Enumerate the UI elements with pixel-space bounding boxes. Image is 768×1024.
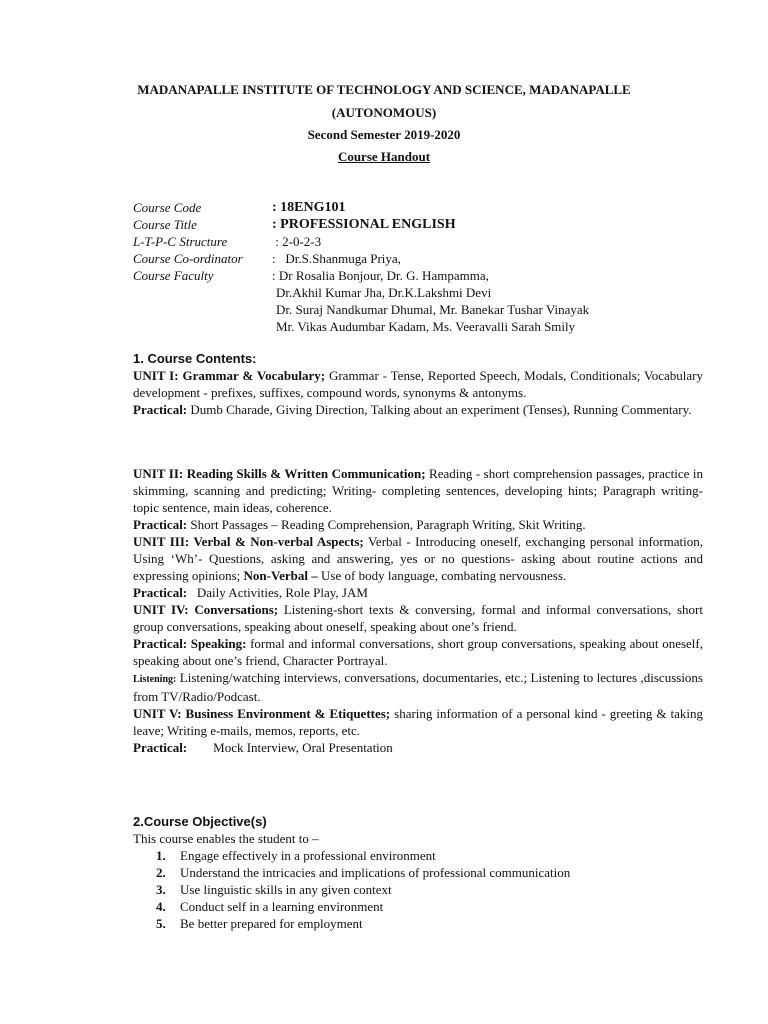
item-text: Be better prepared for employment: [180, 916, 363, 931]
item-text: Conduct self in a learning environment: [180, 899, 384, 914]
unit-5-label: UNIT V: Business Environment & Etiquettes;: [133, 706, 391, 721]
speaking-text: formal and informal conversations, short group conversations, speaking about oneself, speaking about one’s friend, Character Portrayal.: [133, 636, 704, 668]
listening-label: Listening:: [133, 674, 177, 685]
unit-1-text: Grammar - Tense, Reported Speech, Modals, Conditionals; Vocabulary development - prefixes, suffixes, compound words, synonyms & antonyms.: [133, 368, 703, 400]
item-number: 4.: [156, 899, 166, 914]
practical-label: Practical:: [133, 585, 188, 600]
institute-title: MADANAPALLE INSTITUTE OF TECHNOLOGY AND SCIENCE, MADANAPALLE: [137, 82, 631, 97]
item-text: Use linguistic skills in any given context: [180, 882, 392, 897]
unit-2-label: UNIT II: Reading Skills & Written Communication;: [133, 466, 426, 481]
item-number: 1.: [156, 848, 166, 863]
faculty-line: Mr. Vikas Audumbar Kadam, Ms. Veeravalli Sarah Smily: [276, 319, 576, 334]
course-code-value: : 18ENG101: [272, 200, 346, 215]
practical-label: Practical:: [133, 740, 188, 755]
item-text: Understand the intricacies and implications of professional communication: [180, 865, 571, 880]
objectives-heading: 2.Course Objective(s): [133, 814, 267, 829]
unit-5-text: sharing information of a personal kind - greeting & taking leave; Writing e-mails, memos, reports, etc.: [133, 706, 703, 738]
item-number: 3.: [156, 882, 166, 897]
course-code-label: Course Code: [133, 200, 202, 215]
course-contents-continued: [133, 465, 703, 756]
listening-text: Listening/watching interviews, conversations, documentaries, etc.; Listening to lectures ,discussions from TV/Radio/Podcast.: [133, 670, 703, 704]
unit-3-label: UNIT III: Verbal & Non-verbal Aspects;: [133, 534, 364, 549]
unit-3-text: Verbal - Introducing oneself, exchanging personal information, Using ‘Wh’- Questions, asking and answering, yes or no questions- asking about routine actions and expressing opinions;: [133, 534, 703, 583]
faculty-line: : Dr Rosalia Bonjour, Dr. G. Hampamma,: [272, 268, 489, 283]
unit-5-practical: [133, 739, 703, 756]
contents-heading: 1. Course Contents:: [133, 351, 257, 366]
objectives-intro: This course enables the student to –: [133, 831, 319, 846]
unit-3-practical: [133, 584, 703, 601]
practical-label: Practical:: [133, 517, 188, 532]
practical-label: Practical:: [133, 402, 188, 417]
faculty-line: Dr. Suraj Nandkumar Dhumal, Mr. Banekar Tushar Vinayak: [276, 302, 590, 317]
ltpc-value: : 2-0-2-3: [272, 234, 322, 249]
nonverbal-text: Use of body language, combating nervousness.: [317, 568, 567, 583]
unit-2: [133, 465, 703, 516]
unit-1-label: UNIT I: Grammar & Vocabulary;: [133, 368, 326, 383]
unit-3: [133, 533, 703, 584]
unit-5: [133, 705, 703, 739]
item-number: 2.: [156, 865, 166, 880]
unit-4-label: UNIT IV: Conversations;: [133, 602, 279, 617]
ltpc-label: L-T-P-C Structure: [133, 234, 228, 249]
item-text: Engage effectively in a professional environment: [180, 848, 436, 863]
unit-4-listening: [133, 669, 703, 705]
course-objectives: [133, 813, 703, 847]
unit-1-practical: [133, 401, 703, 418]
unit-1: [133, 367, 703, 401]
course-title-value: : PROFESSIONAL ENGLISH: [272, 217, 456, 232]
item-number: 5.: [156, 916, 166, 931]
practical-text: Short Passages – Reading Comprehension, Paragraph Writing, Skit Writing.: [187, 517, 586, 532]
unit-4-practical: [133, 635, 703, 669]
nonverbal-label: Non-Verbal –: [243, 568, 318, 583]
handout-title: Course Handout: [337, 149, 431, 164]
coordinator-value: : Dr.S.Shanmuga Priya,: [272, 251, 401, 266]
faculty-label: Course Faculty: [133, 268, 214, 283]
practical-text: Mock Interview, Oral Presentation: [187, 740, 393, 755]
semester-label: Second Semester 2019-2020: [307, 127, 461, 142]
coordinator-label: Course Co-ordinator: [133, 251, 243, 266]
autonomous-label: (AUTONOMOUS): [331, 105, 437, 120]
course-contents: [133, 350, 703, 418]
unit-4-text: Listening-short texts & conversing, formal and informal conversations, short group conversations, speaking about oneself, speaking about one’s friend.: [133, 602, 703, 634]
speaking-label: Practical: Speaking:: [133, 636, 247, 651]
unit-2-text: Reading - short comprehension passages, practice in skimming, scanning and predicting; Writing- completing sentences, developing hints; Paragraph writing- topic sentence, main ideas, coherence.: [133, 466, 704, 515]
practical-text: Dumb Charade, Giving Direction, Talking about an experiment (Tenses), Running Commentary.: [187, 402, 692, 417]
unit-4: [133, 601, 703, 635]
faculty-line: Dr.Akhil Kumar Jha, Dr.K.Lakshmi Devi: [276, 285, 492, 300]
unit-2-practical: [133, 516, 703, 533]
practical-text: Daily Activities, Role Play, JAM: [187, 585, 368, 600]
course-title-label: Course Title: [133, 217, 197, 232]
